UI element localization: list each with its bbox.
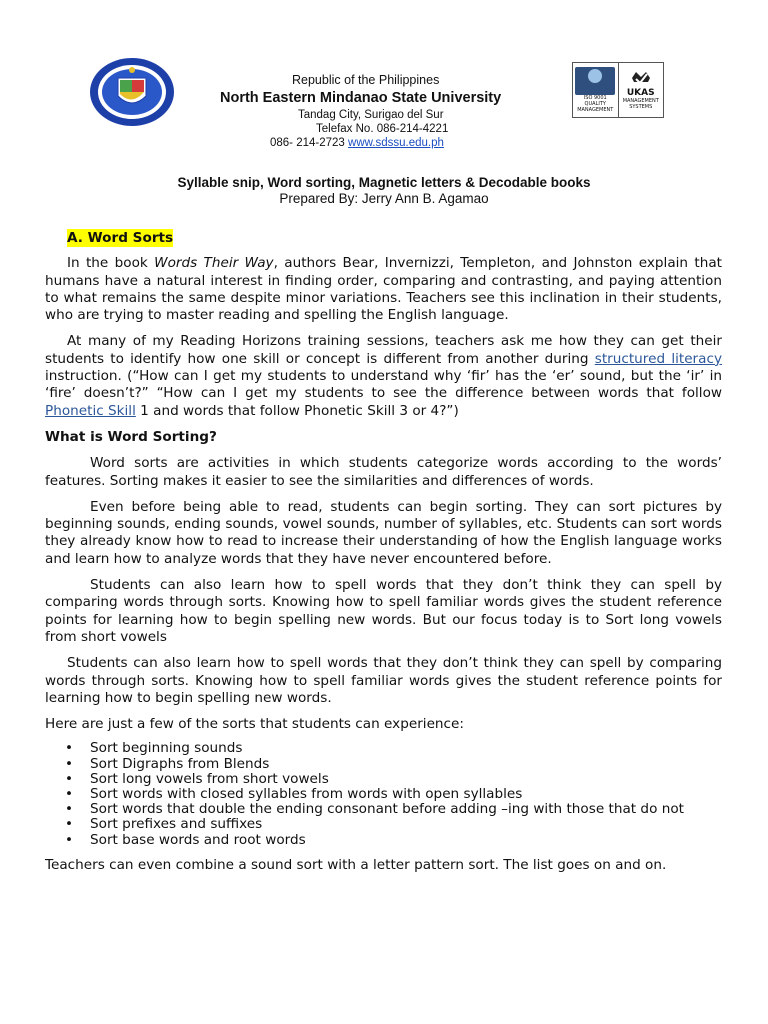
list-item: • Sort words that double the ending consonant before adding –ing with those that do not (90, 802, 722, 817)
ukas-label: UKAS (626, 88, 655, 98)
structured-literacy-link[interactable]: structured literacy (594, 350, 722, 367)
iso-badge-icon (575, 67, 615, 95)
letterhead (220, 72, 550, 150)
paragraph-prereading: Even before being able to read, students can begin sorting. They can sort pictures by beginning sounds, ending sounds, vowel sounds, number of syllables, etc. Students can sort words they already know how to read to increase their understanding of how the English language works and learn how to analyze words that they have never encountered before. (45, 498, 722, 567)
telefax-line: Telefax No. 086-214-4221 (316, 123, 449, 135)
republic-label: Republic of the Philippines (292, 73, 440, 87)
ukas-caption: MANAGEMENT SYSTEMS (622, 98, 659, 110)
list-item: • Sort base words and root words (90, 833, 722, 848)
book-title: Words Their Way (154, 255, 274, 272)
iso-caption: QUALITY MANAGEMENT (577, 101, 614, 113)
section-a-heading-wrap (45, 229, 722, 247)
prepared-by: Prepared By: Jerry Ann B. Agamao (279, 191, 489, 206)
list-intro: Here are just a few of the sorts that students can experience: (45, 716, 464, 733)
list-item: • Sort prefixes and suffixes (90, 817, 722, 832)
list-item: • Sort beginning sounds (90, 741, 722, 756)
section-a-heading: A. Word Sorts (67, 230, 174, 246)
paragraph-spelling-focus: Students can also learn how to spell words that they don’t think they can spell by comparing words through sorts. Knowing how to spell familiar words gives the student reference points for learning how to begin spelling new words. But our focus today is to Sort long vowels from short vowels (45, 577, 722, 645)
document-title (40, 175, 728, 207)
paragraph-closing: Teachers can even combine a sound sort with a letter pattern sort. The list goes on and on. (45, 856, 667, 873)
address-line: Tandag City, Surigao del Sur (298, 109, 444, 121)
phonetic-skill-link[interactable]: Phonetic Skill (45, 402, 136, 419)
document-body (45, 229, 722, 883)
paragraph-training-end: 1 and words that follow Phonetic Skill 3 or 4?”) (135, 402, 459, 419)
iso-cert-logo (573, 63, 618, 117)
certification-logos (572, 62, 664, 118)
crown-check-icon (630, 70, 652, 88)
list-item: • Sort words with closed syllables from words with open syllables (90, 787, 722, 802)
title-main: Syllable snip, Word sorting, Magnetic letters & Decodable books (177, 175, 591, 190)
university-seal-icon (88, 56, 176, 128)
ukas-cert-logo (618, 63, 664, 117)
paragraph-intro-rest: , authors Bear, Invernizzi, Templeton, and Johnston explain that humans have a natural interest in finding order, comparing and contrasting, and paying attention to what remains the same despite minor variations. Teachers see this inclination in their students, who are trying to master reading and spelling the English language. (45, 255, 723, 324)
list-item: • Sort long vowels from short vowels (90, 772, 722, 787)
paragraph-training-middle: instruction. (“How can I get my students to understand why ‘fir’ has the ‘er’ sound, but the ‘ir’ in ‘fire’ doesn’t?” “How can I get my students to see the difference between words that follow (45, 368, 722, 402)
phone-number: 086- 214-2723 (270, 137, 345, 149)
list-item: • Sort Digraphs from Blends (90, 757, 722, 772)
paragraph-training (45, 333, 722, 419)
iso-label: ISO 9001 (583, 95, 607, 101)
paragraph-spelling: Students can also learn how to spell words that they don’t think they can spell by comparing words through sorts. Knowing how to spell familiar words gives the student reference points for learning how to begin spelling new words. (45, 655, 722, 706)
phone-website-line (220, 136, 550, 150)
sorts-list (45, 741, 722, 847)
website-link[interactable]: www.sdssu.edu.ph (348, 137, 444, 149)
paragraph-training-start: At many of my Reading Horizons training sessions, teachers ask me how they can get their students to identify how one skill or concept is different from another during (45, 333, 722, 367)
paragraph-intro (45, 255, 722, 324)
paragraph-definition: Word sorts are activities in which students categorize words according to the words’ features. Sorting makes it easier to see the similarities and differences of words. (45, 455, 722, 489)
university-name: North Eastern Mindanao State University (220, 90, 502, 106)
paragraph-intro-start: In the book (67, 255, 155, 272)
what-is-heading: What is Word Sorting? (45, 428, 217, 445)
